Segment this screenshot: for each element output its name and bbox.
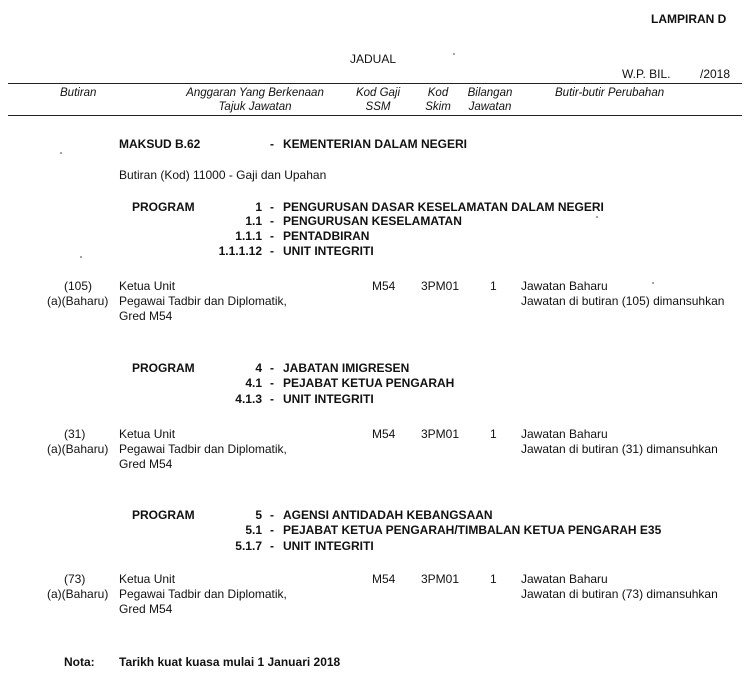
- entry-bilangan: 1: [490, 427, 497, 441]
- entry-desc: Pegawai Tadbir dan Diplomatik,: [119, 294, 287, 308]
- col-header-anggaran: Anggaran Yang Berkenaan Tajuk Jawatan: [186, 87, 324, 113]
- program-name: PEJABAT KETUA PENGARAH: [283, 376, 455, 390]
- program-code: 1.1: [245, 214, 262, 228]
- entry-kod-gaji: M54: [372, 279, 396, 293]
- scan-speck: [60, 152, 62, 154]
- program-code: 4.1: [245, 376, 262, 390]
- program-label: PROGRAM: [132, 200, 195, 214]
- entry-grade: Gred M54: [119, 602, 173, 616]
- col-header-kod-gaji: Kod Gaji SSM: [355, 87, 401, 113]
- entry-desc: Pegawai Tadbir dan Diplomatik,: [119, 442, 287, 456]
- entry-change-1: Jawatan Baharu: [521, 279, 608, 293]
- program-name: JABATAN IMIGRESEN: [283, 361, 410, 375]
- entry-kod-skim: 3PM01: [421, 279, 460, 293]
- program-dash: -: [270, 214, 274, 228]
- wp-bil-year: /2018: [700, 67, 731, 81]
- col-header-butiran: Butiran: [60, 87, 97, 99]
- butiran-kod: Butiran (Kod) 11000 - Gaji dan Upahan: [119, 168, 327, 182]
- entry-kod-gaji: M54: [372, 572, 396, 586]
- program-dash: -: [270, 539, 274, 553]
- entry-number: (31): [64, 427, 86, 441]
- jadual-title: JADUAL: [350, 52, 397, 66]
- col-header-kod-skim: Kod Skim: [425, 87, 451, 113]
- entry-change-2: Jawatan di butiran (31) dimansuhkan: [521, 442, 718, 456]
- program-label: PROGRAM: [132, 361, 195, 375]
- entry-change-1: Jawatan Baharu: [521, 427, 608, 441]
- maksud-name: KEMENTERIAN DALAM NEGERI: [283, 137, 468, 151]
- program-name: PENTADBIRAN: [283, 229, 370, 243]
- col-header-perubahan: Butir-butir Perubahan: [555, 87, 665, 99]
- nota-text: Tarikh kuat kuasa mulai 1 Januari 2018: [119, 655, 341, 669]
- entry-title: Ketua Unit: [119, 427, 176, 441]
- entry-sub: (a)(Baharu): [47, 294, 109, 308]
- program-label: PROGRAM: [132, 508, 195, 522]
- program-dash: -: [270, 392, 274, 406]
- program-name: PEJABAT KETUA PENGARAH/TIMBALAN KETUA PENGARAH E35: [283, 523, 662, 537]
- program-name: UNIT INTEGRITI: [283, 539, 374, 553]
- col-header-bilangan: Bilangan Jawatan: [467, 87, 513, 113]
- entry-kod-skim: 3PM01: [421, 572, 460, 586]
- program-name: PENGURUSAN DASAR KESELAMATAN DALAM NEGERI: [283, 200, 604, 214]
- program-code: 1: [255, 200, 262, 214]
- program-dash: -: [270, 523, 274, 537]
- header-bottom-rule: [8, 115, 742, 116]
- program-name: UNIT INTEGRITI: [283, 392, 374, 406]
- entry-grade: Gred M54: [119, 309, 173, 323]
- program-code: 5: [255, 508, 262, 522]
- header-top-rule: [8, 83, 742, 84]
- program-code: 1.1.1.12: [218, 244, 262, 258]
- entry-kod-skim: 3PM01: [421, 427, 460, 441]
- entry-title: Ketua Unit: [119, 279, 176, 293]
- program-code: 5.1.7: [235, 539, 262, 553]
- program-dash: -: [270, 508, 274, 522]
- entry-number: (105): [64, 279, 93, 293]
- program-name: AGENSI ANTIDADAH KEBANGSAAN: [283, 508, 493, 522]
- lampiran-label: LAMPIRAN D: [651, 12, 727, 26]
- scan-speck: [596, 216, 598, 218]
- entry-kod-gaji: M54: [372, 427, 396, 441]
- program-dash: -: [270, 200, 274, 214]
- scan-speck: [453, 53, 455, 55]
- program-code: 4: [255, 361, 262, 375]
- scan-speck: [652, 282, 654, 284]
- entry-change-2: Jawatan di butiran (105) dimansuhkan: [521, 294, 725, 308]
- wp-bil-label: W.P. BIL.: [622, 67, 671, 81]
- program-name: UNIT INTEGRITI: [283, 244, 374, 258]
- scan-speck: [80, 256, 82, 258]
- entry-change-2: Jawatan di butiran (73) dimansuhkan: [521, 587, 718, 601]
- entry-grade: Gred M54: [119, 457, 173, 471]
- program-dash: -: [270, 361, 274, 375]
- program-code: 1.1.1: [235, 229, 262, 243]
- entry-number: (73): [64, 572, 86, 586]
- nota-label: Nota:: [64, 655, 95, 669]
- entry-bilangan: 1: [490, 572, 497, 586]
- entry-sub: (a)(Baharu): [47, 587, 109, 601]
- program-code: 5.1: [245, 523, 262, 537]
- maksud-dash: -: [270, 137, 274, 151]
- maksud-label: MAKSUD B.62: [119, 137, 201, 151]
- program-name: PENGURUSAN KESELAMATAN: [283, 214, 462, 228]
- program-dash: -: [270, 244, 274, 258]
- entry-desc: Pegawai Tadbir dan Diplomatik,: [119, 587, 287, 601]
- entry-change-1: Jawatan Baharu: [521, 572, 608, 586]
- program-dash: -: [270, 376, 274, 390]
- entry-bilangan: 1: [490, 279, 497, 293]
- entry-sub: (a)(Baharu): [47, 442, 109, 456]
- program-code: 4.1.3: [235, 392, 262, 406]
- entry-title: Ketua Unit: [119, 572, 176, 586]
- program-dash: -: [270, 229, 274, 243]
